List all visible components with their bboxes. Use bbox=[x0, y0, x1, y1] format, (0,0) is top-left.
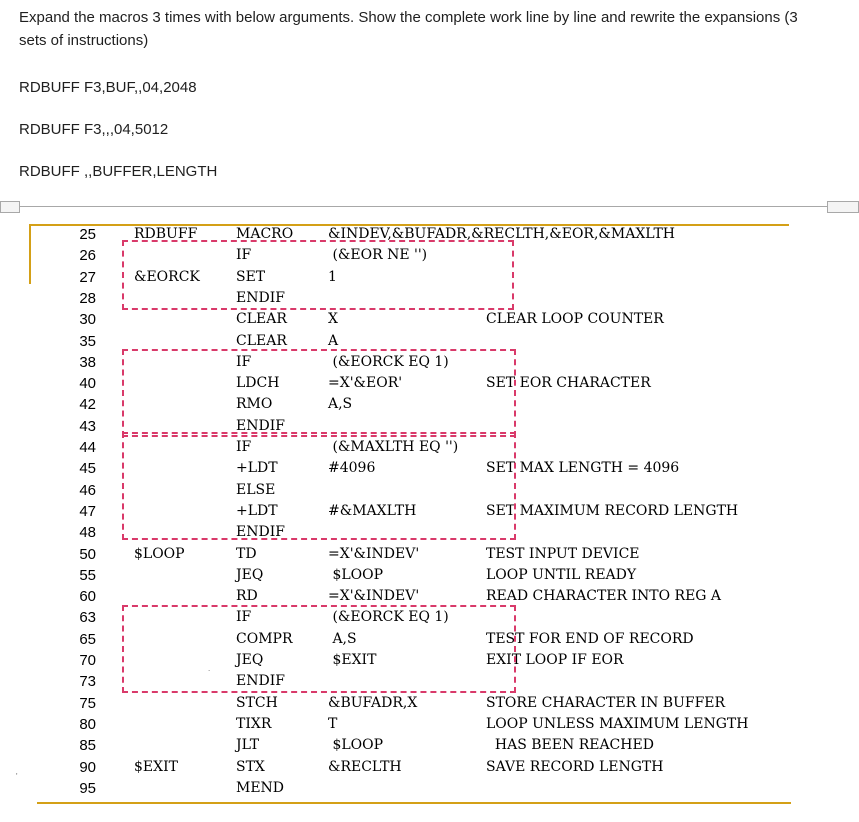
line-number: 75 bbox=[79, 694, 96, 712]
opcode-field: TD bbox=[236, 545, 257, 562]
opcode-field: +LDT bbox=[236, 502, 278, 519]
opcode-field: MEND bbox=[236, 779, 285, 796]
operand-field: A bbox=[328, 332, 339, 349]
operand-field: $LOOP bbox=[328, 566, 384, 583]
stray-mark: ' bbox=[16, 772, 18, 781]
line-number: 26 bbox=[79, 247, 96, 265]
operand-field: =X'&INDEV' bbox=[328, 588, 420, 605]
comment-field: TEST INPUT DEVICE bbox=[486, 545, 640, 562]
line-number: 28 bbox=[79, 289, 96, 307]
question-intro: Expand the macros 3 times with below arguments. Show the complete work line by line and rewrite the expansions (3 sets of instructions) bbox=[19, 9, 798, 49]
opcode-field: RMO bbox=[236, 396, 273, 413]
dashed-box-eor-compare bbox=[122, 605, 516, 693]
listing-row bbox=[0, 565, 859, 586]
opcode-field: ENDIF bbox=[236, 417, 285, 434]
opcode-field: SET bbox=[236, 268, 266, 285]
operand-field: (&EORCK EQ 1) bbox=[328, 609, 449, 626]
line-number: 80 bbox=[79, 715, 96, 733]
stray-mark: . bbox=[208, 664, 211, 673]
line-number: 55 bbox=[79, 566, 96, 584]
comment-field: LOOP UNLESS MAXIMUM LENGTH bbox=[486, 715, 749, 732]
opcode-field: ELSE bbox=[236, 481, 276, 498]
operand-field: #4096 bbox=[328, 460, 376, 477]
macro-call-1: RDBUFF F3,BUF,,04,2048 bbox=[19, 79, 197, 96]
line-number: 90 bbox=[79, 758, 96, 776]
label-field: $LOOP bbox=[134, 545, 185, 562]
line-number: 63 bbox=[79, 609, 96, 627]
operand-field: (&EOR NE '') bbox=[328, 247, 428, 264]
operand-field: $EXIT bbox=[328, 652, 377, 668]
comment-field: SET MAXIMUM RECORD LENGTH bbox=[486, 502, 739, 519]
line-number: 48 bbox=[79, 524, 96, 542]
opcode-field: JLT bbox=[236, 737, 260, 754]
operand-field: X bbox=[328, 311, 338, 328]
listing-row bbox=[0, 714, 859, 735]
line-number: 30 bbox=[79, 311, 96, 329]
listing-row bbox=[0, 735, 859, 756]
operand-field: &BUFADR,X bbox=[328, 694, 418, 711]
label-field: &EORCK bbox=[134, 268, 200, 285]
opcode-field: ENDIF bbox=[236, 524, 285, 541]
opcode-field: IF bbox=[236, 609, 252, 626]
line-number: 65 bbox=[79, 630, 96, 648]
operand-field: A,S bbox=[328, 396, 353, 413]
line-number: 46 bbox=[79, 481, 96, 499]
opcode-field: COMPR bbox=[236, 630, 293, 647]
opcode-field: STCH bbox=[236, 694, 278, 711]
line-number: 27 bbox=[79, 268, 96, 286]
operand-field: =X'&EOR' bbox=[328, 375, 403, 392]
line-number: 35 bbox=[79, 332, 96, 350]
opcode-field: JEQ bbox=[236, 652, 264, 668]
opcode-field: TIXR bbox=[236, 715, 272, 732]
line-number: 45 bbox=[79, 460, 96, 478]
line-number: 60 bbox=[79, 588, 96, 606]
operand-field: T bbox=[328, 715, 338, 732]
line-number: 38 bbox=[79, 353, 96, 371]
listing-row bbox=[0, 778, 859, 799]
opcode-field: ENDIF bbox=[236, 289, 285, 306]
operand-field: $LOOP bbox=[328, 737, 384, 754]
dashed-box-maxlth bbox=[122, 432, 516, 540]
line-number: 43 bbox=[79, 417, 96, 435]
line-number: 25 bbox=[79, 226, 96, 243]
comment-field: STORE CHARACTER IN BUFFER bbox=[486, 694, 726, 711]
opcode-field: LDCH bbox=[236, 375, 280, 392]
opcode-field: ENDIF bbox=[236, 673, 285, 690]
operand-field: (&MAXLTH EQ '') bbox=[328, 439, 459, 455]
comment-field: EXIT LOOP IF EOR bbox=[486, 652, 624, 668]
operand-field: 1 bbox=[328, 268, 337, 285]
label-field: $EXIT bbox=[134, 758, 178, 775]
opcode-field: IF bbox=[236, 353, 252, 370]
macro-call-2: RDBUFF F3,,,04,5012 bbox=[19, 121, 169, 138]
line-number: 47 bbox=[79, 502, 96, 520]
line-number: 44 bbox=[79, 439, 96, 456]
line-number: 85 bbox=[79, 737, 96, 755]
comment-field: READ CHARACTER INTO REG A bbox=[486, 588, 722, 605]
opcode-field: RD bbox=[236, 588, 258, 605]
opcode-field: +LDT bbox=[236, 460, 278, 477]
listing-row bbox=[0, 693, 859, 714]
line-number: 42 bbox=[79, 396, 96, 414]
opcode-field: CLEAR bbox=[236, 332, 287, 349]
comment-field: TEST FOR END OF RECORD bbox=[486, 630, 694, 647]
operand-field: A,S bbox=[328, 630, 357, 647]
comment-field: SAVE RECORD LENGTH bbox=[486, 758, 664, 775]
comment-field: CLEAR LOOP COUNTER bbox=[486, 311, 664, 328]
comment-field: SET EOR CHARACTER bbox=[486, 375, 651, 392]
label-field: RDBUFF bbox=[134, 226, 198, 242]
macro-call-3: RDBUFF ,,BUFFER,LENGTH bbox=[19, 163, 218, 180]
operand-field: #&MAXLTH bbox=[328, 502, 417, 519]
opcode-field: STX bbox=[236, 758, 265, 775]
opcode-field: IF bbox=[236, 439, 252, 455]
comment-field: LOOP UNTIL READY bbox=[486, 566, 637, 583]
operand-field: &RECLTH bbox=[328, 758, 402, 775]
comment-field: SET MAX LENGTH = 4096 bbox=[486, 460, 680, 477]
opcode-field: IF bbox=[236, 247, 252, 264]
line-number: 40 bbox=[79, 375, 96, 393]
line-number: 95 bbox=[79, 779, 96, 797]
line-number: 73 bbox=[79, 673, 96, 691]
dashed-box-eor-check bbox=[122, 240, 514, 310]
listing-row bbox=[0, 309, 859, 330]
operand-field: &INDEV,&BUFADR,&RECLTH,&EOR,&MAXLTH bbox=[328, 226, 675, 242]
listing-row bbox=[0, 586, 859, 607]
opcode-field: MACRO bbox=[236, 226, 294, 242]
opcode-field: CLEAR bbox=[236, 311, 287, 328]
dashed-box-eor-load bbox=[122, 349, 516, 437]
line-number: 50 bbox=[79, 545, 96, 563]
listing-row bbox=[0, 544, 859, 565]
opcode-field: JEQ bbox=[236, 566, 264, 583]
line-number: 70 bbox=[79, 652, 96, 669]
listing-row bbox=[0, 757, 859, 778]
comment-field: HAS BEEN REACHED bbox=[486, 737, 654, 754]
operand-field: (&EORCK EQ 1) bbox=[328, 353, 449, 370]
operand-field: =X'&INDEV' bbox=[328, 545, 420, 562]
